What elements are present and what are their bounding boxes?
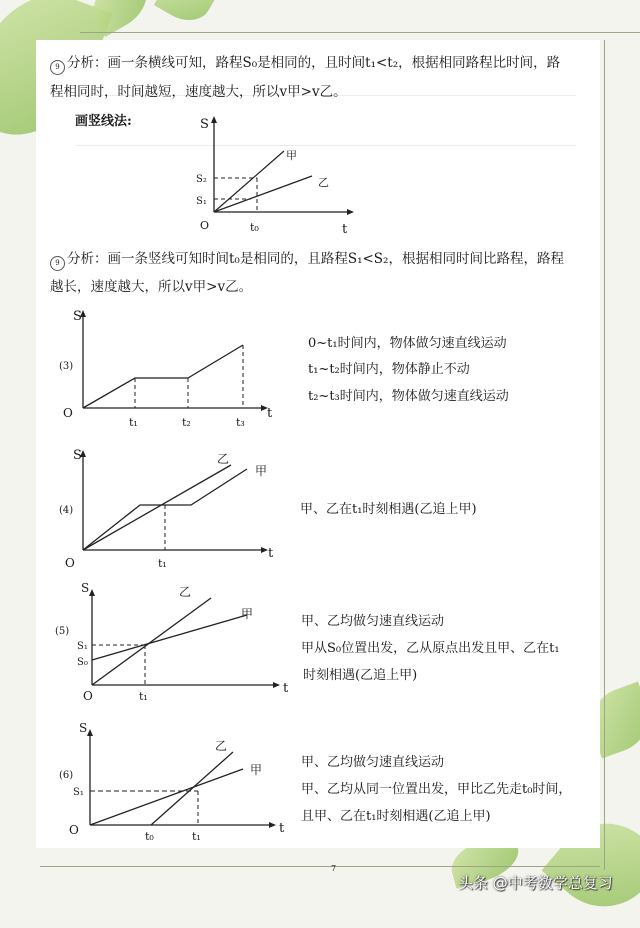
section1-line2: 程相同时，时间越短，速度越大，所以v甲>v乙。 xyxy=(50,84,347,100)
jia-label: 甲 xyxy=(250,763,263,777)
motion-line xyxy=(83,345,243,408)
graph-4 xyxy=(55,443,295,573)
section1-text1: 分析：画一条横线可知，路程S₀是相同的，且时间t₁<t₂，根据相同路程比时间，路 xyxy=(67,55,561,71)
watermark: 头条 @中考数学总复习 xyxy=(458,874,613,892)
y-label: S xyxy=(81,581,90,595)
graph-number: (5) xyxy=(55,626,70,637)
t0-label: t₀ xyxy=(145,830,154,843)
yi-label: 乙 xyxy=(217,452,230,466)
t2-label: t₂ xyxy=(182,416,191,429)
section2-line2: 越长，速度越大，所以v甲>v乙。 xyxy=(50,279,253,295)
graph6-note-3: 且甲、乙在t₁时刻相遇(乙追上甲) xyxy=(301,809,491,824)
section2-line1 xyxy=(50,251,564,271)
y-label: S xyxy=(73,448,82,463)
graph3-note-3: t₂~t₃时间内，物体做匀速直线运动 xyxy=(308,389,509,404)
graph6-note-1: 甲、乙均做匀速直线运动 xyxy=(301,755,445,770)
origin-label: O xyxy=(200,219,210,232)
marker-icon: 9 xyxy=(50,60,65,75)
frame-line-top xyxy=(80,32,640,33)
jia-label: 甲 xyxy=(241,607,254,621)
t1-label: t₁ xyxy=(158,557,167,570)
graph-3 xyxy=(55,305,285,430)
x-arrow xyxy=(269,822,276,828)
origin-label: O xyxy=(63,406,73,420)
t0-label: t₀ xyxy=(250,221,259,234)
section1-line1 xyxy=(50,55,560,75)
page-number: 7 xyxy=(331,864,337,873)
frame-line-right xyxy=(604,40,605,870)
origin-label: O xyxy=(65,556,75,570)
x-label: t xyxy=(283,681,289,696)
yi-label: 乙 xyxy=(318,176,329,189)
x-arrow xyxy=(261,547,268,553)
jia-label: 甲 xyxy=(255,464,268,478)
graph3-note-1: 0~t₁时间内，物体做匀速直线运动 xyxy=(308,336,507,351)
y-label: S xyxy=(79,721,88,735)
y-label: S xyxy=(73,309,82,324)
x-label: t xyxy=(268,546,274,561)
line-yi xyxy=(83,465,231,550)
s2-label: S₂ xyxy=(196,174,207,185)
line-yi xyxy=(214,176,312,212)
method-label: 画竖线法: xyxy=(75,114,132,129)
graph4-note-1: 甲、乙在t₁时刻相遇(乙追上甲) xyxy=(300,502,477,517)
jia-label: 甲 xyxy=(286,149,297,162)
line-jia xyxy=(214,151,284,212)
origin-label: O xyxy=(69,823,79,837)
line-jia xyxy=(83,469,247,550)
graph-5 xyxy=(55,578,300,703)
graph5-note-3: 时刻相遇(乙追上甲) xyxy=(303,668,418,683)
intro-graph xyxy=(190,112,370,242)
frame-line-bottom xyxy=(40,866,600,867)
t1-label: t₁ xyxy=(192,830,201,843)
graph5-note-1: 甲、乙均做匀速直线运动 xyxy=(301,614,445,629)
y-label: S xyxy=(200,117,209,132)
t3-label: t₃ xyxy=(236,416,245,429)
section2-text1: 分析：画一条竖线可知时间t₀是相同的，且路程S₁<S₂，根据相同时间比路程，路程 xyxy=(67,251,564,267)
t1-label: t₁ xyxy=(129,416,138,429)
line-jia xyxy=(92,615,247,660)
line-yi xyxy=(151,752,233,825)
yi-label: 乙 xyxy=(215,739,228,753)
x-arrow xyxy=(273,682,280,688)
graph-number: (6) xyxy=(59,770,74,781)
t1-label: t₁ xyxy=(139,690,148,703)
line-jia xyxy=(90,769,243,825)
x-arrow xyxy=(347,209,354,215)
graph-6 xyxy=(55,718,300,843)
yi-label: 乙 xyxy=(179,585,192,599)
graph5-note-2: 甲从S₀位置出发，乙从原点出发且甲、乙在t₁ xyxy=(301,641,560,656)
graph6-note-2: 甲、乙均从同一位置出发，甲比乙先走t₀时间， xyxy=(301,782,572,797)
s1-label: S₁ xyxy=(77,641,88,652)
y-arrow xyxy=(87,729,93,736)
graph-number: (4) xyxy=(59,505,74,516)
s0-label: S₀ xyxy=(77,657,88,668)
graph-number: (3) xyxy=(59,361,74,372)
x-label: t xyxy=(279,821,285,836)
line-yi xyxy=(92,598,211,685)
s1-label: S₁ xyxy=(73,787,84,798)
y-arrow xyxy=(89,589,95,596)
x-label: t xyxy=(342,222,348,237)
marker-icon: 9 xyxy=(50,256,65,271)
origin-label: O xyxy=(83,689,93,703)
leaf-decoration-top2 xyxy=(154,0,216,30)
y-arrow xyxy=(211,116,217,123)
x-label: t xyxy=(267,406,273,421)
graph3-note-2: t₁~t₂时间内，物体静止不动 xyxy=(308,362,470,377)
s1-label: S₁ xyxy=(196,196,207,207)
